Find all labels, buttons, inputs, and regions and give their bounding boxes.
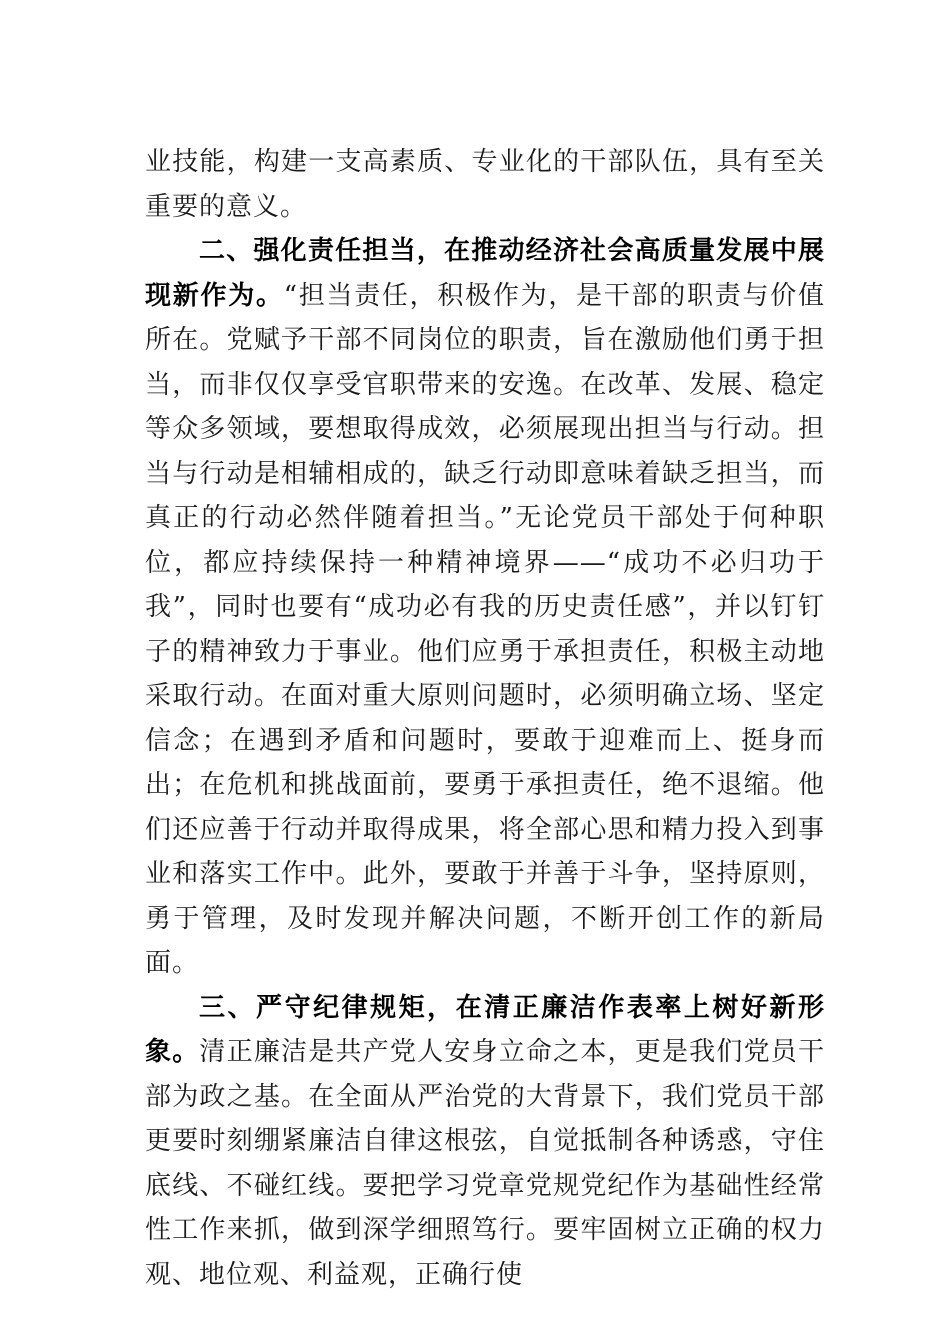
section-two-heading: 二、强化责任担当，在推动经济社会高质量发展中展现新作为。: [145, 236, 825, 311]
section-two-body: “担当责任，积极作为，是干部的职责与价值所在。党赋予干部不同岗位的职责，旨在激励他们勇于担当，而非仅仅享受官职带来的安逸。在改革、发展、稳定等众多领域，要想取得成效，必须展现出担当与行动。担当与行动是相辅相成的，缺乏行动即意味着缺乏担当，而真正的行动必然伴随着担当。”无论党员干部处于何种职位，都应持续保持一种精神境界——“成功不必归功于我”，同时也要有“成功必有我的历史责任感”，并以钉钉子的精神致力于事业。他们应勇于承担责任，积极主动地采取行动。在面对重大原则问题时，必须明确立场、坚定信念；在遇到矛盾和问题时，要敢于迎难而上、挺身而出；在危机和挑战面前，要勇于承担责任，绝不退缩。他们还应善于行动并取得成果，将全部心思和精力投入到事业和落实工作中。此外，要敢于并善于斗争，坚持原则，勇于管理，及时发现并解决问题，不断开创工作的新局面。: [145, 280, 825, 978]
paragraph-section-two: [145, 229, 825, 986]
document-body: [145, 140, 825, 1297]
paragraph-1-text: 业技能，构建一支高素质、专业化的干部队伍，具有至关重要的意义。: [145, 147, 825, 222]
section-three-heading: 三、严守纪律规矩，在清正廉洁作表率上树好新形象。: [145, 992, 825, 1067]
section-three-body: 清正廉洁是共产党人安身立命之本，更是我们党员干部为政之基。在全面从严治党的大背景下，我们党员干部更要时刻绷紧廉洁自律这根弦，自觉抵制各种诱惑，守住底线、不碰红线。要把学习党章党规党纪作为基础性经常性工作来抓，做到深学细照笃行。要牢固树立正确的权力观、地位观、利益观，正确行使: [145, 1037, 825, 1290]
paragraph-continuation: [145, 140, 825, 229]
paragraph-section-three: [145, 986, 825, 1298]
